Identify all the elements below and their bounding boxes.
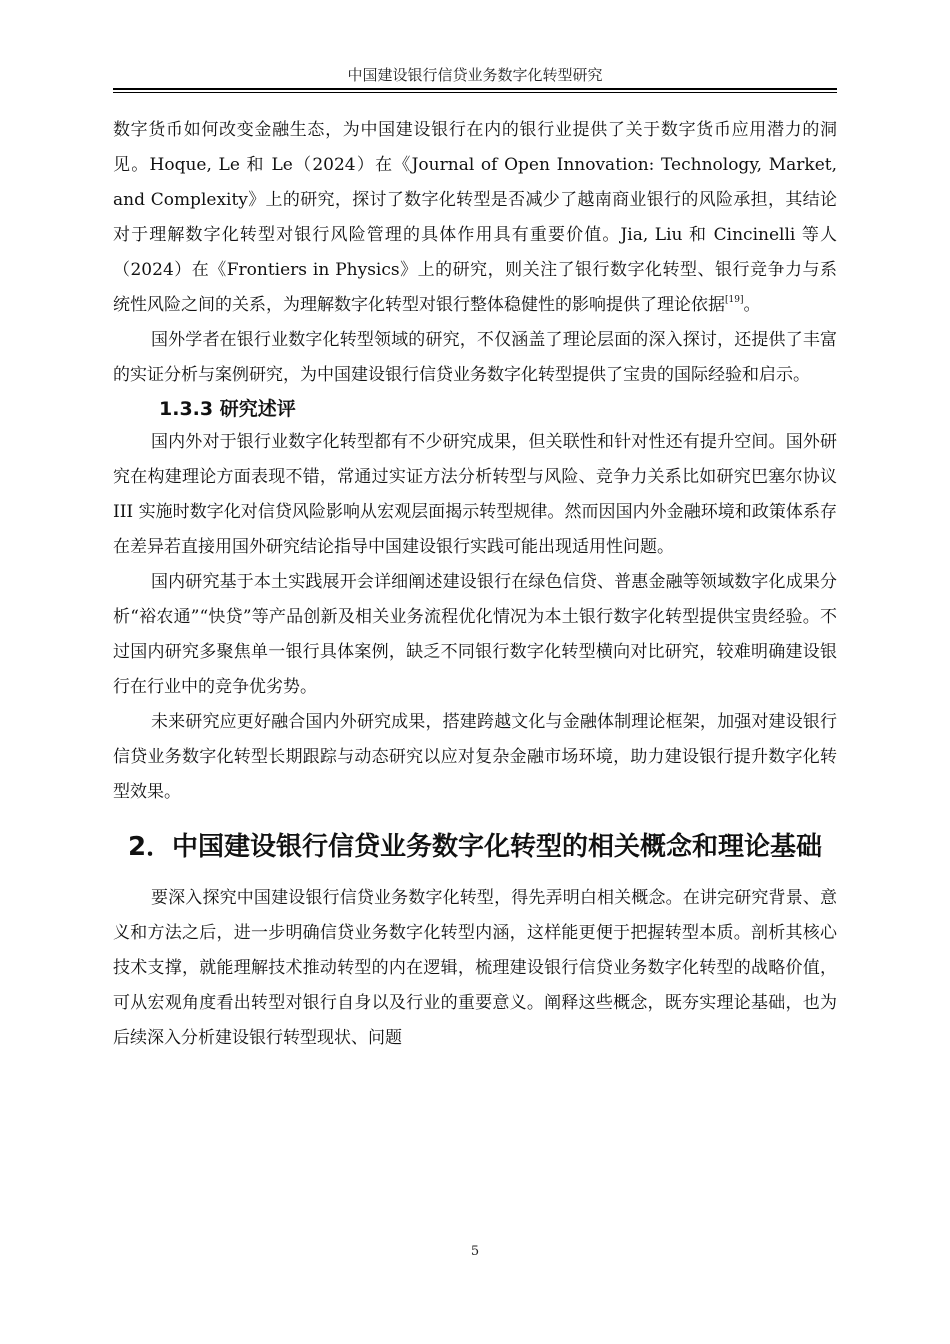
paragraph-foreign-summary: 国外学者在银行业数字化转型领域的研究，不仅涵盖了理论层面的深入探讨，还提供了丰富的实证分析与案例研究，为中国建设银行信贷业务数字化转型提供了宝贵的国际经验和启示。 xyxy=(113,330,837,385)
header-rule-thick xyxy=(113,88,837,90)
page-body xyxy=(113,113,837,1056)
paragraph-review-3: 未来研究应更好融合国内外研究成果，搭建跨越文化与金融体制理论框架，加强对建设银行信贷业务数字化转型长期跟踪与动态研究以应对复杂金融市场环境，助力建设银行提升数字化转型效果。 xyxy=(113,712,837,802)
running-header: 中国建设银行信贷业务数字化转型研究 xyxy=(347,66,603,84)
paragraph-review-2: 国内研究基于本土实践展开会详细阐述建设银行在绿色信贷、普惠金融等领域数字化成果分析“裕农通”“快贷”等产品创新及相关业务流程优化情况为本土银行数字化转型提供宝贵经验。不过国内研究多聚焦单一银行具体案例，缺乏不同银行数字化转型横向对比研究，较难明确建设银行在行业中的竞争优劣势。 xyxy=(113,572,837,697)
header-rule-thin xyxy=(113,92,837,93)
paragraph-text: 数字货币如何改变金融生态，为中国建设银行在内的银行业提供了关于数字货币应用潜力的洞见。Hoque, Le 和 Le（2024）在《Journal of Open Innovation: Technology, Market, and Complexity》上的研究，探讨了数字化转型是否减少了越南商业银行的风险承担，其结论对于理解数字化转型对银行风险管理的具体作用具有重要价值。Jia, Liu 和 Cincinelli 等人（2024）在《Frontiers in Physics》上的研究，则关注了银行数字化转型、银行竞争力与系统性风险之间的关系，为理解数字化转型对银行整体稳健性的影响提供了理论依据 xyxy=(113,120,837,315)
chapter-heading-2: 2．中国建设银行信贷业务数字化转型的相关概念和理论基础 xyxy=(127,832,823,862)
citation-19[interactable]: [19] xyxy=(725,295,744,305)
paragraph-foreign-studies-continued xyxy=(113,113,837,323)
paragraph-chapter-2-intro: 要深入探究中国建设银行信贷业务数字化转型，得先弄明白相关概念。在讲完研究背景、意义和方法之后，进一步明确信贷业务数字化转型内涵，这样能更便于把握转型本质。剖析其核心技术支撑，就能理解技术推动转型的内在逻辑，梳理建设银行信贷业务数字化转型的战略价值，可从宏观角度看出转型对银行自身以及行业的重要意义。阐释这些概念，既夯实理论基础，也为后续深入分析建设银行转型现状、问题 xyxy=(113,888,837,1048)
paragraph-end: 。 xyxy=(743,295,761,315)
paragraph-review-1: 国内外对于银行业数字化转型都有不少研究成果，但关联性和针对性还有提升空间。国外研究在构建理论方面表现不错，常通过实证方法分析转型与风险、竞争力关系比如研究巴塞尔协议 III 实施时数字化对信贷风险影响从宏观层面揭示转型规律。然而因国内外金融环境和政策体系存在差异若直接用国外研究结论指导中国建设银行实践可能出现适用性问题。 xyxy=(113,432,837,557)
section-heading-1-3-3: 1.3.3 研究述评 xyxy=(159,398,296,420)
page-number: 5 xyxy=(470,1244,480,1259)
